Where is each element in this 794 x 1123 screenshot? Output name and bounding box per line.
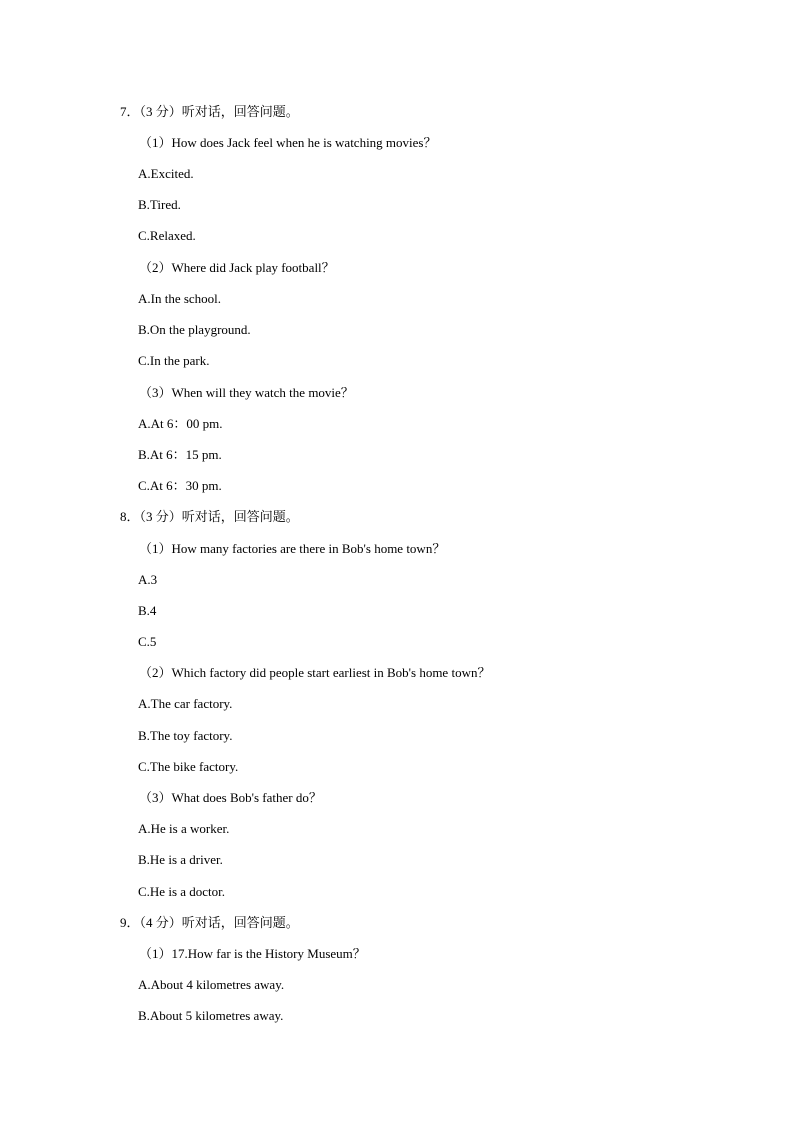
question-8-1-option-b: B.4 bbox=[138, 603, 157, 618]
question-7-3-text: （3）When will they watch the movie？ bbox=[139, 385, 354, 400]
question-9-1-option-a: A.About 4 kilometres away. bbox=[138, 977, 285, 992]
question-8-2-text: （2）Which factory did people start earliest in Bob's home town？ bbox=[139, 665, 491, 680]
question-8-1-text: （1）How many factories are there in Bob's home town？ bbox=[139, 541, 446, 556]
question-7-2-option-a: A.In the school. bbox=[138, 291, 222, 306]
question-8-3-option-c: C.He is a doctor. bbox=[138, 884, 226, 899]
question-7-2-option-c: C.In the park. bbox=[138, 353, 210, 368]
question-9-header: 9．（4 分）听对话，回答问题。 bbox=[120, 915, 299, 930]
question-7-1-option-c: C.Relaxed. bbox=[138, 228, 196, 243]
question-8-3-option-a: A.He is a worker. bbox=[138, 821, 230, 836]
question-8-header: 8．（3 分）听对话，回答问题。 bbox=[120, 509, 299, 524]
question-7-3-option-c: C.At 6：30 pm. bbox=[138, 478, 222, 493]
question-7-3-option-b: B.At 6：15 pm. bbox=[138, 447, 222, 462]
question-7-1-text: （1）How does Jack feel when he is watching movies？ bbox=[139, 135, 437, 150]
question-9-1-text: （1）17.How far is the History Museum？ bbox=[139, 946, 366, 961]
question-8-1-option-c: C.5 bbox=[138, 634, 157, 649]
question-7-2-option-b: B.On the playground. bbox=[138, 322, 251, 337]
question-7-2-text: （2）Where did Jack play football？ bbox=[139, 260, 335, 275]
question-8-2-option-a: A.The car factory. bbox=[138, 696, 233, 711]
question-7-1-option-b: B.Tired. bbox=[138, 197, 181, 212]
question-7-3-option-a: A.At 6：00 pm. bbox=[138, 416, 223, 431]
question-9-1-option-b: B.About 5 kilometres away. bbox=[138, 1008, 284, 1023]
question-7-header: 7．（3 分）听对话，回答问题。 bbox=[120, 104, 299, 119]
question-8-2-option-b: B.The toy factory. bbox=[138, 728, 233, 743]
question-7-1-option-a: A.Excited. bbox=[138, 166, 194, 181]
question-8-1-option-a: A.3 bbox=[138, 572, 158, 587]
question-8-2-option-c: C.The bike factory. bbox=[138, 759, 239, 774]
question-8-3-option-b: B.He is a driver. bbox=[138, 852, 223, 867]
question-8-3-text: （3）What does Bob's father do？ bbox=[139, 790, 322, 805]
